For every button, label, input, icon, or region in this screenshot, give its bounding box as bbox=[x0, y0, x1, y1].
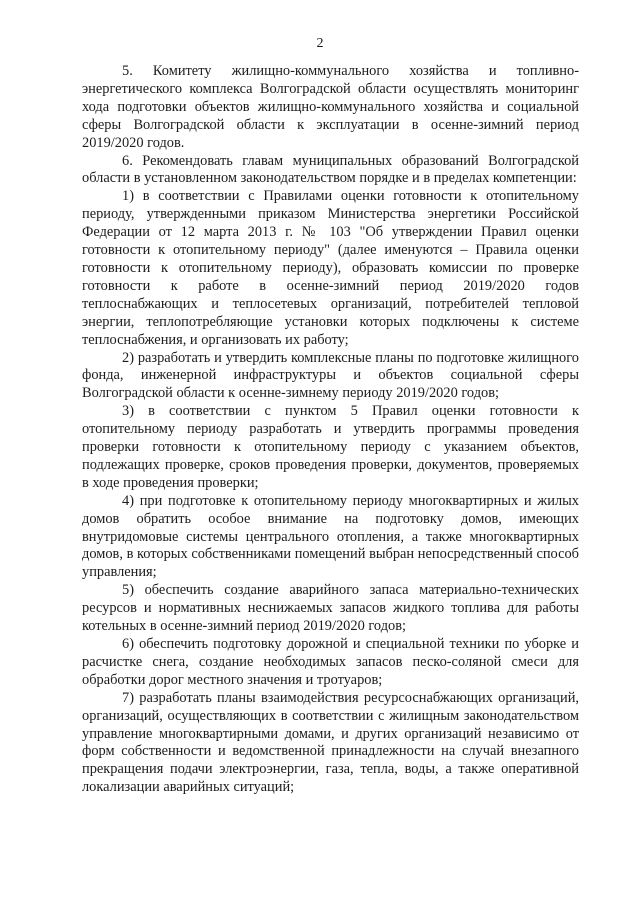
subparagraph-2: 2) разработать и утвердить комплексные планы по подготовке жилищного фонда, инженерной инфраструктуры и объектов социальной сферы Волгоградской области к осенне-зимнему периоду 2019/2020 годов; bbox=[82, 349, 579, 402]
paragraph-item-5: 5. Комитету жилищно-коммунального хозяйства и топливно-энергетического комплекса Волгоградской области осуществлять мониторинг хода подготовки объектов жилищно-коммунального хозяйства и социальной сферы Волгоградской области к эксплуатации в осенне-зимний период 2019/2020 годов. bbox=[82, 63, 579, 151]
subparagraph-5: 5) обеспечить создание аварийного запаса материально-технических ресурсов и нормативных неснижаемых запасов жидкого топлива для работы котельных в осенне-зимний период 2019/2020 годов; bbox=[82, 582, 579, 635]
subparagraph-1: 1) в соответствии с Правилами оценки готовности к отопительному периоду, утвержденными приказом Министерства энергетики Российской Федерации от 12 марта 2013 г. № 103 "Об утверждении Правил оценки готовности к отопительному периоду" (далее именуются – Правила оценки готовности к отопительному периоду), образовать комиссии по проверке готовности к работе в осенне-зимний период 2019/2020 годов теплоснабжающих и теплосетевых организаций, потребителей тепловой энергии, теплопотребляющие установки которых подключены к системе теплоснабжения, и организовать их работу; bbox=[82, 188, 579, 348]
document-body bbox=[82, 63, 579, 797]
paragraph-item-6: 6. Рекомендовать главам муниципальных образований Волгоградской области в установленном законодательством порядке и в пределах компетенции: bbox=[82, 152, 579, 187]
subparagraph-6: 6) обеспечить подготовку дорожной и специальной техники по уборке и расчистке снега, создание необходимых запасов песко-соляной смеси для обработки дорог местного значения и тротуаров; bbox=[82, 636, 579, 688]
subparagraph-3: 3) в соответствии с пунктом 5 Правил оценки готовности к отопительному периоду разработать и утвердить программы проведения проверки готовности к отопительному периоду с указанием объектов, подлежащих проверке, сроков проведения проверки, документов, проверяемых в ходе проведения проверки; bbox=[82, 403, 579, 491]
subparagraph-4: 4) при подготовке к отопительному периоду многоквартирных и жилых домов обратить особое внимание на подготовку домов, имеющих внутридомовые системы центрального отопления, а также многоквартирных домов, в которых собственниками помещений выбран непосредственный способ управления; bbox=[82, 492, 579, 581]
subparagraph-7: 7) разработать планы взаимодействия ресурсоснабжающих организаций, организаций, осуществляющих в соответствии с жилищным законодательством управление многоквартирными домами, и других организаций независимо от форм собственности и ведомственной принадлежности на случай внезапного прекращения подачи электроэнергии, газа, тепла, воды, а также оперативной локализации аварийных ситуаций; bbox=[82, 689, 579, 796]
page-number: 2 bbox=[316, 36, 324, 51]
